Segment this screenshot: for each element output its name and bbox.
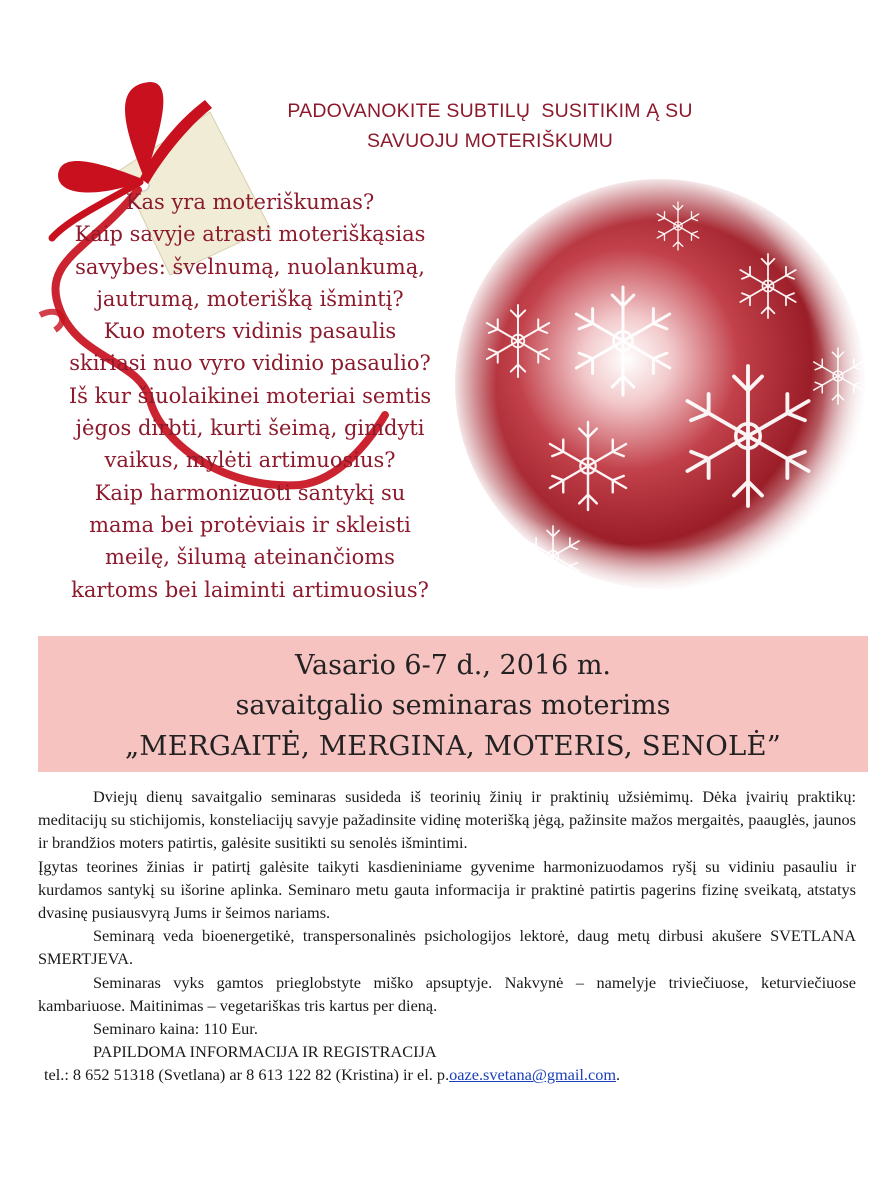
question-line: meilę, šilumą ateinančioms (105, 545, 395, 570)
event-date: Vasario 6-7 d., 2016 m. (294, 650, 612, 681)
headline-line-1: PADOVANOKITE SUBTILŲ SUSITIKIM Ą SU (287, 100, 693, 122)
question-line: Kaip savyje atrasti moteriškąsias (74, 222, 426, 247)
question-line: kartoms bei laiminti artimuosius? (71, 577, 429, 602)
paragraph-lecturer: Seminarą veda bioenergetikė, transpersonalinės psichologijos lektorė, daug metų dirbusi akušere SVETLANA SMERTJEVA. (38, 926, 856, 969)
registration-heading: PAPILDOMA INFORMACIJA IR REGISTRACIJA (93, 1042, 437, 1062)
christmas-ornament-image (448, 166, 878, 596)
event-banner-text (38, 636, 868, 766)
headline (210, 96, 770, 156)
question-line: jautrumą, moterišką išmintį? (96, 286, 404, 311)
email-link[interactable]: oaze.svetana@gmail.com (449, 1065, 617, 1085)
question-line: Kuo moters vidinis pasaulis (103, 319, 397, 344)
contact-line (38, 1063, 856, 1086)
question-line: vaikus, mylėti artimuosius? (104, 448, 396, 473)
paragraph-benefits: Įgytas teorines žinias ir patirtį galėsite taikyti kasdieniniame gyvenime harmonizuodamos ryšį su vidiniu pasauliu ir kurdamos santykį su išorine aplinka. Seminaro metu gauta informacija ir praktinė patirtis pagerins fizinę sveikatą, atstatys dvasinę pusiausvyrą Jums ir šeimos nariams. (38, 856, 856, 923)
headline-line-2: SAVUOJU MOTERIŠKUMU (366, 130, 614, 152)
question-line: jėgos dirbti, kurti šeimą, gimdyti (75, 416, 425, 441)
description-body (38, 785, 856, 1087)
paragraph-venue: Seminaras vyks gamtos prieglobstyte miško apsuptyje. Nakvynė – namelyje triviečiuose, keturviečiuose kambariuose. Maitinimas – vegetariškas tris kartus per dieną. (38, 972, 856, 1015)
event-title: „MERGAITĖ, MERGINA, MOTERIS, SENOLĖ” (124, 730, 782, 762)
question-line: Iš kur šiuolaikinei moteriai semtis (68, 383, 432, 408)
paragraph-intro: Dviejų dienų savaitgalio seminaras susideda iš teorinių žinių ir praktinių užsiėmimų. Dėka įvairių praktikų: meditacijų su stichijomis, konsteliacijų savyje pažadinsite vidinę moterišką jėgą, pažinsite mažos mergaitės, paauglės, jaunos ir brandžios moters patirtis, galėsite susitikti su senolės išmintimi. (38, 787, 856, 853)
event-subtitle: savaitgalio seminaras moterims (235, 690, 671, 721)
question-line: mama bei protėviais ir skleisti (89, 512, 411, 537)
contact-suffix: . (616, 1065, 621, 1085)
questions-block (40, 186, 460, 606)
contact-phones: tel.: 8 652 51318 (Svetlana) ar 8 613 122 82 (Kristina) ir el. p. (44, 1065, 450, 1085)
price-text: Seminaro kaina: 110 Eur. (93, 1019, 258, 1039)
question-line: savybes: švelnumą, nuolankumą, (75, 254, 425, 279)
question-line: Kas yra moteriškumas? (125, 190, 375, 214)
question-line: Kaip harmonizuoti santykį su (94, 480, 406, 505)
question-line: skiriasi nuo vyro vidinio pasaulio? (69, 351, 431, 376)
